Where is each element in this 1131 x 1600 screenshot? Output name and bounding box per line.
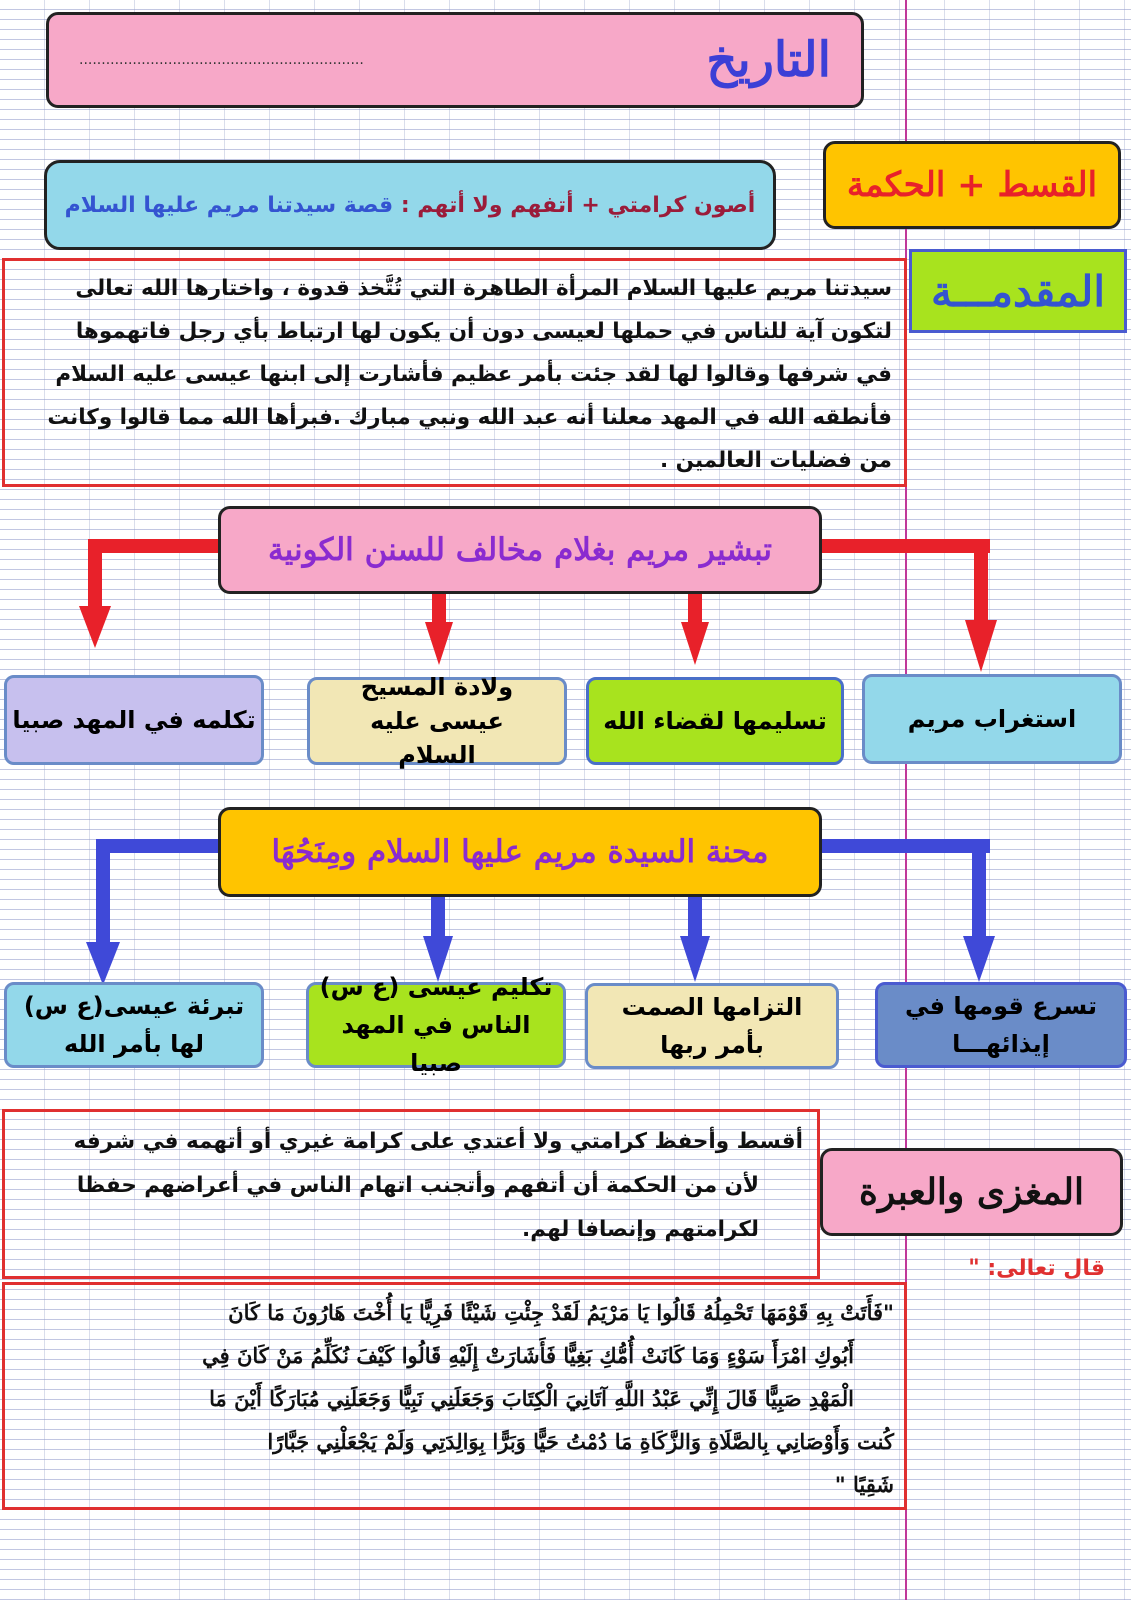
quote-line: شَقِيًا "	[834, 1472, 894, 1497]
intro-label-text: المقدمـــة	[931, 266, 1105, 316]
intro-line: في شرفها وقالوا لها لقد جئت بأمر عظيم فأشارت إلى ابنها عيسى عليه السلام	[55, 362, 892, 387]
lesson-prefix: أصون كرامتي + أتفهم ولا أتهم :	[400, 192, 756, 218]
section1-title	[218, 506, 822, 594]
section2-item	[4, 982, 264, 1068]
section2-item	[585, 983, 839, 1069]
section1-item	[862, 674, 1122, 764]
quote-line: أَبُوكِ امْرَأَ سَوْءٍ وَمَا كَانَتْ أُمُّكِ بَغِيًّا فَأَشَارَتْ إِلَيْهِ قَالُوا كَيْفَ نُكَلِّمُ مَنْ كَانَ فِي	[202, 1343, 854, 1368]
moral-paragraph	[2, 1109, 820, 1279]
section1-item-text: ولادة المسيح عيسى عليه السلام	[360, 673, 514, 769]
quote-line: الْمَهْدِ صَبِيًّا قَالَ إِنِّي عَبْدُ اللَّهِ آتَانِيَ الْكِتَابَ وَجَعَلَنِي نَبِيًّا وَجَعَلَنِي مُبَارَكًا أَيْنَ مَا	[209, 1386, 854, 1411]
section2-item-text: التزامها الصمت بأمر ربها	[621, 993, 803, 1059]
quote-line: كُنت وَأَوْصَانِي بِالصَّلَاةِ وَالزَّكَاةِ مَا دُمْتُ حَيًّا وَبَرًّا بِوَالِدَتِي وَلَمْ يَجْعَلْنِي جَبَّارًا	[267, 1429, 894, 1454]
title-dots: ................................................................	[79, 52, 364, 68]
moral-label-text: المغزى والعبرة	[858, 1171, 1085, 1213]
moral-line: أقسط وأحفظ كرامتي ولا أعتدي على كرامة غيري أو أتهمه في شرفه	[73, 1129, 803, 1154]
intro-line: من فضليات العالمين .	[659, 448, 892, 473]
section1-title-text: تبشير مريم بغلام مخالف للسنن الكونية	[268, 532, 773, 568]
quote-line: "فَأَتَتْ بِهِ قَوْمَهَا تَحْمِلُهُ قَالُوا يَا مَرْيَمُ لَقَدْ جِئْتِ شَيْئًا فَرِيًّا يَا أُخْتَ هَارُونَ مَا كَانَ	[228, 1300, 894, 1325]
value-badge-text: القسط + الحكمة	[846, 165, 1098, 205]
moral-line: لأن من الحكمة أن أتفهم وأتجنب اتهام الناس في أعراضهم حفظا	[76, 1173, 759, 1198]
section2-item-text: تسرع قومها في إيذائهـــا	[905, 992, 1097, 1058]
section2-item	[306, 973, 566, 1077]
intro-line: فأنطقه الله في المهد معلنا أنه عبد الله ونبي مبارك .فبرأها الله مما قالوا وكانت	[47, 405, 892, 430]
lesson-story: قصة سيدتنا مريم عليها السلام	[64, 192, 394, 218]
moral-line: لكرامتهم وإنصافا لهم.	[522, 1217, 759, 1242]
section2-item-text: تبرئة عيسى(ع س) لها بأمر الله	[23, 992, 245, 1058]
section1-item	[307, 673, 567, 769]
section1-item	[4, 675, 264, 765]
intro-line: سيدتنا مريم عليها السلام المرأة الطاهرة التي تُتَّخذ قدوة ، واختارها الله تعالى	[75, 276, 892, 301]
section2-item-text: تكليم عيسى (ع س) الناس في المهد صبيا	[319, 973, 553, 1077]
page-title: التاريخ	[706, 32, 831, 88]
moral-label	[820, 1148, 1123, 1236]
section1-item-text: تسليمها لقضاء الله	[603, 707, 827, 735]
section2-item	[875, 982, 1127, 1068]
quote-paragraph	[2, 1282, 907, 1510]
section2-title-text: محنة السيدة مريم عليها السلام ومِنَحُهَا	[271, 834, 769, 870]
section1-item-text: تكلمه في المهد صبيا	[12, 706, 256, 734]
intro-line: لتكون آية للناس في حملها لعيسى دون أن يكون لها ارتباط بأي رجل فاتهموها	[75, 319, 892, 344]
section2-title	[218, 807, 822, 897]
section1-item-text: استغراب مريم	[907, 705, 1077, 733]
quote-label: قال تعالى: "	[968, 1256, 1105, 1281]
section1-item	[586, 677, 844, 765]
